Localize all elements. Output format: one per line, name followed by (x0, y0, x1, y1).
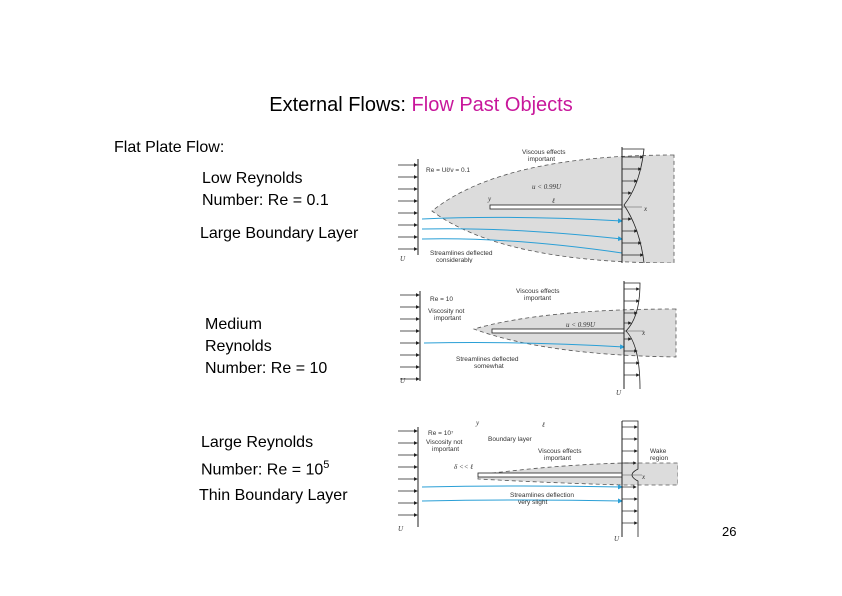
title-prefix: External Flows: (269, 94, 412, 116)
case3-exponent: 5 (323, 459, 330, 471)
case1-line3: Large Boundary Layer (200, 225, 359, 242)
case1-line2: Number: Re = 0.1 (202, 192, 329, 209)
fig3-re-label: Re = 10⁷ (428, 430, 454, 437)
section-subtitle: Flat Plate Flow: (114, 139, 225, 156)
fig3-viscous-not-2: important (432, 446, 460, 453)
fig3-l: ℓ (542, 421, 545, 429)
fig2-viscous-1: Viscous effects (516, 288, 560, 295)
fig3-x: x (642, 473, 646, 481)
page-number: 26 (722, 524, 737, 539)
fig1-stream-1: Streamlines deflected (430, 250, 493, 257)
case2-line1: Medium (205, 316, 262, 333)
fig1-viscous-1: Viscous effects (522, 149, 566, 156)
fig1-stream-2: considerably (436, 257, 473, 263)
figure-high-re-svg (392, 417, 678, 543)
fig2-viscous-2: important (524, 295, 552, 302)
fig2-viscous-not-2: important (434, 315, 462, 322)
fig3-viscous-not-1: Viscosity not (426, 439, 463, 446)
fig2-U: U (400, 377, 406, 385)
figure-low-re-svg (392, 145, 676, 263)
case1-line1: Low Reynolds (202, 170, 303, 187)
fig3-stream-2: very slight (518, 499, 548, 506)
fig2-stream-2: somewhat (474, 363, 504, 370)
fig1-x: x (644, 205, 648, 213)
case2-line2: Reynolds (205, 338, 272, 355)
fig3-delta: δ << ℓ (454, 463, 474, 471)
fig2-U-out: U (616, 389, 622, 397)
figure-low-re (392, 145, 676, 263)
fig1-u-lt: u < 0.99U (532, 183, 562, 191)
fig1-l: ℓ (552, 197, 555, 205)
fig3-y: y (476, 419, 480, 427)
fig2-re-label: Re = 10 (430, 296, 453, 303)
fig3-wake-2: region (650, 455, 669, 462)
fig1-viscous-2: important (528, 156, 556, 163)
fig2-viscous-not-1: Viscosity not (428, 308, 465, 315)
fig3-U-out: U (614, 535, 620, 543)
fig2-x: x (642, 329, 646, 337)
fig1-y: y (488, 195, 492, 203)
case3-line2 (201, 454, 329, 481)
slide-title (0, 94, 842, 117)
fig3-viscous-2: important (544, 455, 572, 462)
fig3-U: U (398, 525, 404, 533)
fig3-boundary-label: Boundary layer (488, 436, 532, 443)
case3-line2-text: Number: Re = 10 (201, 461, 324, 479)
case3-line1: Large Reynolds (201, 434, 314, 451)
fig2-stream-1: Streamlines deflected (456, 356, 519, 363)
case3-line3: Thin Boundary Layer (199, 487, 348, 504)
figure-medium-re-svg (394, 281, 678, 399)
fig2-u-lt: u < 0.99U (566, 321, 596, 329)
figure-medium-re (394, 281, 678, 399)
fig1-U: U (400, 255, 406, 263)
title-highlight: Flow Past Objects (411, 94, 573, 116)
case2-line3: Number: Re = 10 (205, 360, 328, 377)
fig3-viscous-1: Viscous effects (538, 448, 582, 455)
fig3-stream-1: Streamlines deflection (510, 492, 574, 499)
fig1-re-label: Re = Uℓ/ν = 0.1 (426, 167, 471, 174)
fig3-wake-1: Wake (650, 448, 667, 455)
figure-high-re (392, 417, 678, 543)
